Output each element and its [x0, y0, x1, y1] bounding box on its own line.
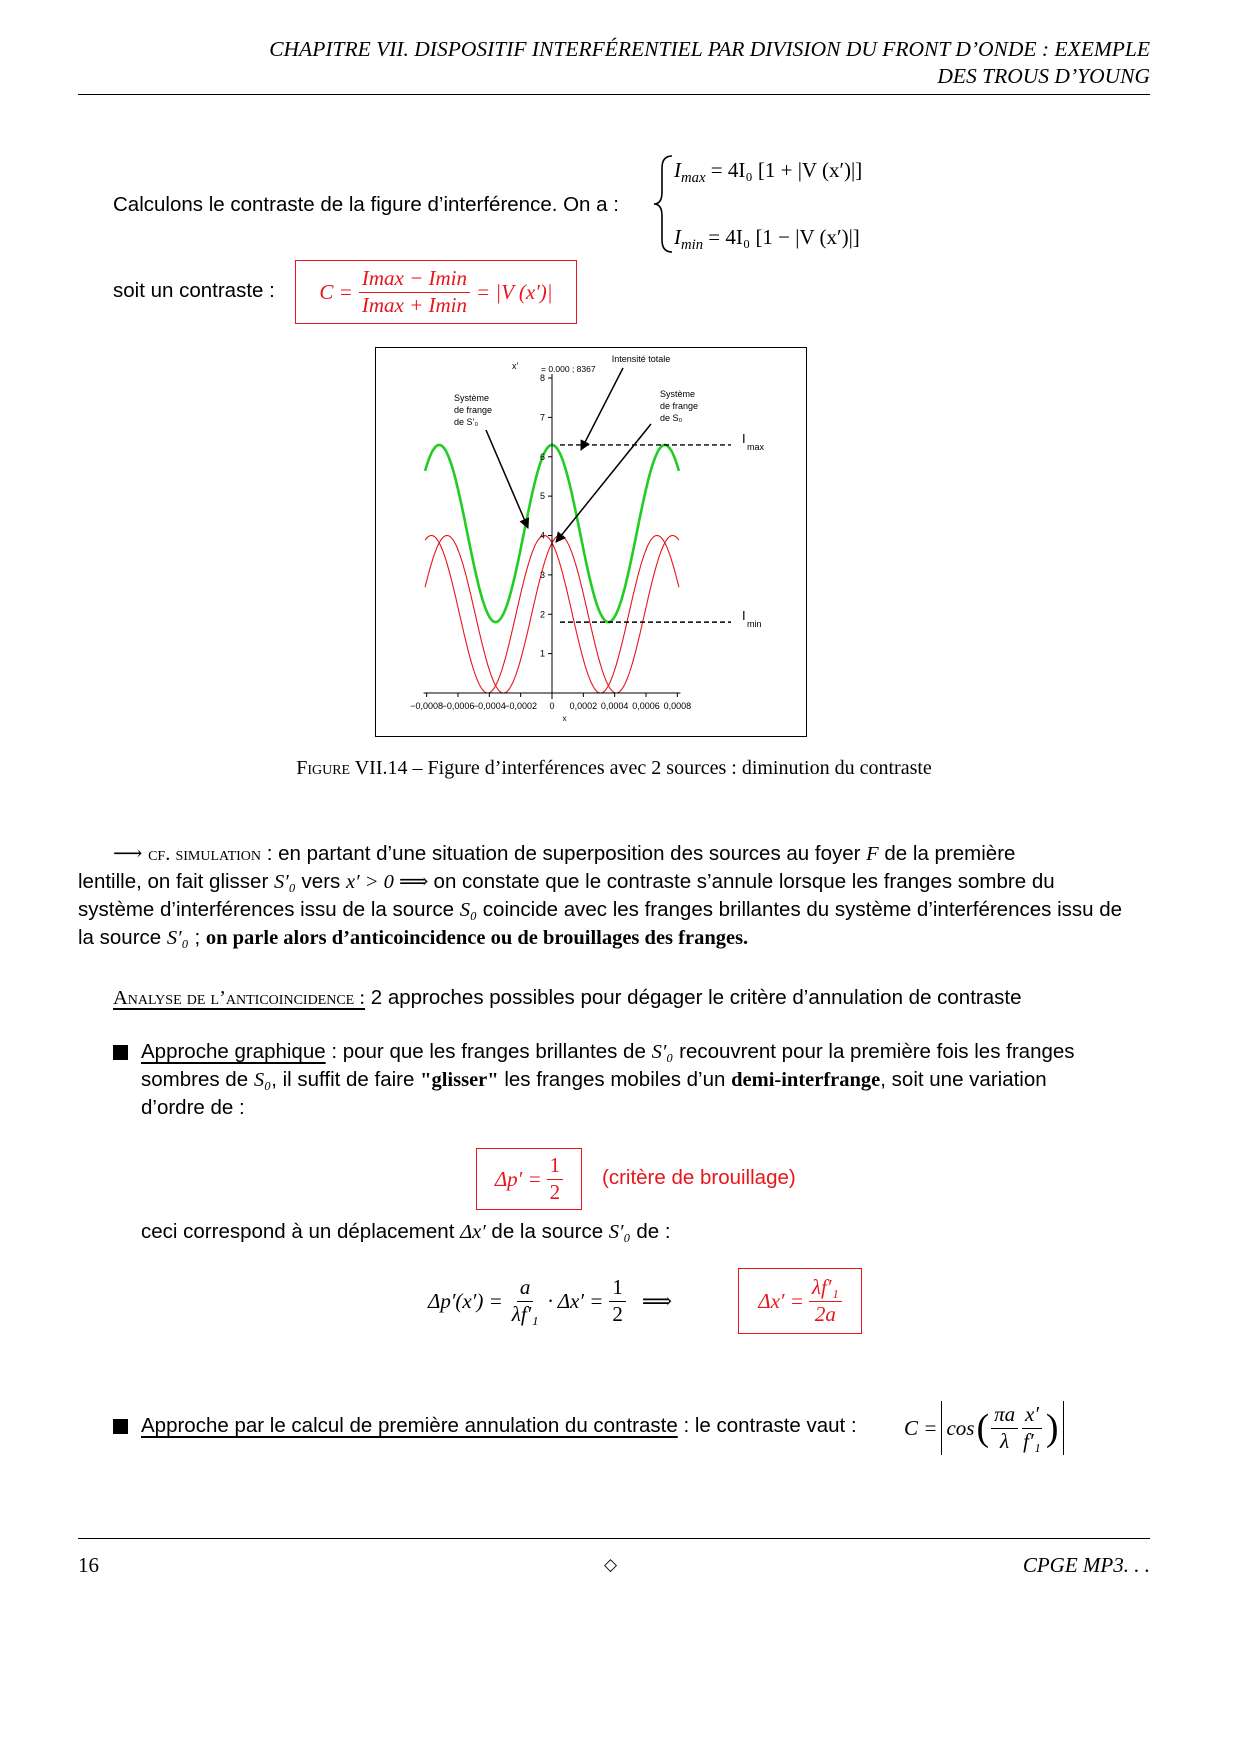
approach1-line-2 [141, 1066, 1150, 1094]
contrast-denominator: Imax + Imin [361, 292, 467, 317]
approach1-s0-prime: S′₀ [651, 1041, 674, 1063]
y-tick-label: 5 [539, 491, 545, 502]
source-s0: S₀ [459, 899, 478, 921]
annotation-right-3: de S₀ [660, 413, 683, 423]
eq-implies-icon: ⟹ [641, 1288, 672, 1313]
simulation-line-3 [78, 896, 1150, 924]
footer-diamond-icon: ◇ [604, 1555, 618, 1574]
displacement-text-2: de la source [485, 1220, 609, 1243]
page-number: 16 [78, 1553, 99, 1577]
header-line-1: CHAPITRE VII. DISPOSITIF INTERFÉRENTIEL PAR DIVISION DU FRONT D’ONDE : EXEMPLE [269, 37, 1150, 61]
cos-num-2: x′ [1022, 1403, 1042, 1428]
criterion-box [476, 1148, 582, 1210]
imax-label-sub: max [747, 441, 765, 452]
eq-fraction-2 [609, 1276, 626, 1325]
annotation-left-2: de frange [454, 405, 493, 415]
x-tick-label: 0,0004 [600, 701, 629, 711]
analyse-text: 2 approches possibles pour dégager le critère d’annulation de contraste [365, 986, 1022, 1009]
imax-symbol: I [674, 158, 681, 182]
source-s0-prime: S′₀ [273, 871, 296, 893]
displacement-s0-prime: S′₀ [608, 1221, 631, 1243]
contrast-intro-text: Calculons le contraste de la figure d’interférence. On a : [113, 193, 619, 216]
criterion-label: (critère de brouillage) [602, 1166, 796, 1189]
approach2-title: Approche par le calcul de première annulation du contraste [141, 1414, 678, 1437]
annotation-right-2: de frange [660, 401, 699, 411]
interference-figure [375, 347, 807, 737]
y-tick-label: 8 [539, 373, 545, 383]
contrast-numerator: Imax − Imin [359, 267, 470, 292]
focus-symbol: F [866, 843, 879, 865]
footer-rule [78, 1538, 1150, 1539]
result-fraction [809, 1276, 842, 1325]
annotation-left-1: Système [454, 393, 490, 403]
footer-right: CPGE MP3. . . [1022, 1553, 1150, 1577]
cf-simulation-label: cf. simulation [148, 843, 262, 865]
x-tick-label: 0,0002 [569, 701, 598, 711]
figure-caption-label: Figure VII.14 [296, 757, 408, 779]
imax-subscript: max [681, 170, 706, 187]
analyse-title: Analyse de l’anticoincidence : [113, 987, 366, 1009]
arrow-left [486, 430, 528, 528]
imin-rhs: = 4I₀ [1 − |V (x′)|] [708, 225, 860, 249]
y-tick-label: 3 [539, 569, 545, 580]
cos-fraction-2 [1020, 1403, 1044, 1452]
demi-interfrange-emphasis: demi-interfrange [731, 1069, 881, 1091]
result-lhs: Δx′ = [758, 1288, 804, 1313]
running-header [78, 36, 1150, 90]
approach-calcul [141, 1412, 862, 1440]
y-tick-label: 6 [539, 451, 545, 462]
y-tick-label: 7 [539, 412, 545, 423]
approach1-line-3: d’ordre de : [141, 1096, 245, 1119]
eq-den-1: λf′₁ [511, 1301, 539, 1326]
simulation-line-1 [78, 840, 1150, 868]
x-tick-label: −0,0006 [441, 701, 475, 711]
bullet-icon-2 [113, 1419, 128, 1439]
imax-equation [674, 158, 862, 187]
simulation-text-3: lentille, on fait glisser [78, 870, 274, 893]
simulation-text-1: : en partant d’une situation de superposition des sources au foyer [261, 842, 867, 865]
contrast-rhs: = |V (x′)| [476, 279, 553, 304]
x-tick-label: 0,0008 [663, 701, 692, 711]
approach1-title: Approche graphique [141, 1040, 326, 1063]
arrow-total [581, 368, 623, 450]
displacement-text-1: ceci correspond à un déplacement [141, 1220, 461, 1243]
result-box [738, 1268, 862, 1334]
contrast-lhs: C = [319, 279, 353, 304]
x-tick-label: −0,0008 [410, 701, 444, 711]
source-s0-prime-2: S′₀ [166, 927, 189, 949]
anticoincidence-statement: on parle alors d’anticoincidence ou de brouillages des franges. [205, 927, 749, 949]
contrast-formula-box [295, 260, 577, 324]
implies-icon: ⟹ [393, 871, 434, 893]
right-paren: ) [1045, 1407, 1059, 1449]
criterion-fraction [547, 1154, 564, 1203]
eq-num-2: 1 [609, 1276, 626, 1301]
approach1-line-1 [141, 1038, 1150, 1066]
simulation-line-2 [78, 868, 1150, 896]
delta-x-symbol: Δx′ [460, 1221, 486, 1243]
annotation-left-3: de S’₀ [454, 417, 479, 427]
y-tick-label: 4 [539, 530, 545, 541]
analyse-heading [113, 984, 1021, 1012]
approach1-text-4: , il suffit de faire [271, 1068, 421, 1091]
brace-icon [652, 154, 676, 254]
result-numerator: λf′₁ [809, 1276, 842, 1301]
criterion-numerator: 1 [547, 1154, 564, 1179]
annotation-total: Intensité totale [611, 354, 671, 364]
displacement-sentence [141, 1218, 671, 1246]
imin-label-sub: min [747, 619, 762, 630]
approach1-text-2: recouvrent pour la première fois les franges [673, 1040, 1075, 1063]
approach1-s0: S₀ [253, 1069, 272, 1091]
system-brace [652, 154, 676, 259]
arrow-icon: ⟶ [113, 843, 143, 865]
eq-mid: · Δx′ = [547, 1288, 604, 1313]
figure-caption-text: – Figure d’interférences avec 2 sources : diminution du contraste [407, 757, 932, 779]
glisser-emphasis: "glisser" [420, 1069, 499, 1091]
displacement-equation [428, 1270, 682, 1332]
simulation-text-5: on constate que le contraste s’annule lorsque les franges sombre du [433, 870, 1055, 893]
eq-fraction-1 [509, 1276, 542, 1325]
simulation-text-8: la source [78, 926, 167, 949]
annotation-right-1: Système [660, 389, 696, 399]
simulation-text-6: système d’interférences issu de la source [78, 898, 460, 921]
cos-num-1: πa [991, 1403, 1018, 1428]
eq-num-1: a [517, 1276, 534, 1301]
header-line-2: DES TROUS D’YOUNG [937, 64, 1150, 88]
contrast-fraction [359, 267, 470, 316]
simulation-text-2: de la première [878, 842, 1016, 865]
eq-den-2: 2 [612, 1301, 623, 1326]
cos-formula-lhs: C = [904, 1415, 938, 1440]
header-rule [78, 94, 1150, 95]
simulation-text-4: vers [295, 870, 346, 893]
imin-subscript: min [681, 237, 704, 254]
simulation-paragraph [78, 840, 1150, 952]
approach1-text-3: sombres de [141, 1068, 254, 1091]
abs-value [941, 1401, 1063, 1454]
approach2-text: : le contraste vaut : [677, 1414, 863, 1437]
contrast-prefix: soit un contraste : [113, 279, 275, 302]
x-tick-label: 0,0006 [632, 701, 660, 711]
interference-chart [376, 348, 806, 736]
imin-equation [674, 225, 860, 254]
figure-caption [78, 757, 1150, 780]
result-denominator: 2a [814, 1301, 836, 1326]
x-positive-condition: x′ > 0 [345, 871, 394, 893]
y-tick-label: 1 [539, 648, 545, 659]
cursor-readout: = 0.000 ; 8367 [541, 364, 596, 374]
cos-function: cos [946, 1415, 975, 1440]
x-tick-label: −0,0004 [472, 701, 506, 711]
imin-label: I [742, 608, 746, 624]
criterion-lhs: Δp′ = [494, 1166, 542, 1191]
x-tick-label: 0 [549, 701, 555, 711]
x-axis-label: x [562, 714, 567, 723]
imax-rhs: = 4I₀ [1 + |V (x′)|] [710, 158, 863, 182]
approach-graphique [141, 1038, 1150, 1122]
y-tick-label: 2 [539, 609, 545, 620]
y-axis-label: x’ [512, 361, 519, 371]
x-tick-label: −0,0002 [504, 701, 538, 711]
imin-symbol: I [674, 225, 681, 249]
simulation-text-7: coincide avec les franges brillantes du système d’interférences issu de [477, 898, 1123, 921]
imax-label: I [742, 430, 746, 446]
approach1-text-5: les franges mobiles d’un [498, 1068, 732, 1091]
approach1-text-1: : pour que les franges brillantes de [325, 1040, 652, 1063]
cos-den-1: λ [1000, 1428, 1010, 1453]
simulation-text-9: ; [188, 926, 206, 949]
cos-fraction-1 [991, 1403, 1018, 1452]
simulation-line-4 [78, 924, 1150, 952]
displacement-text-3: de : [630, 1220, 671, 1243]
criterion-denominator: 2 [549, 1179, 561, 1204]
left-paren: ( [976, 1407, 990, 1449]
eq-lhs: Δp′(x′) = [428, 1288, 503, 1313]
approach1-text-6: , soit une variation [880, 1068, 1047, 1091]
cos-den-2: f′₁ [1023, 1428, 1041, 1453]
contrast-cos-formula [904, 1396, 1064, 1460]
bullet-icon [113, 1045, 128, 1065]
